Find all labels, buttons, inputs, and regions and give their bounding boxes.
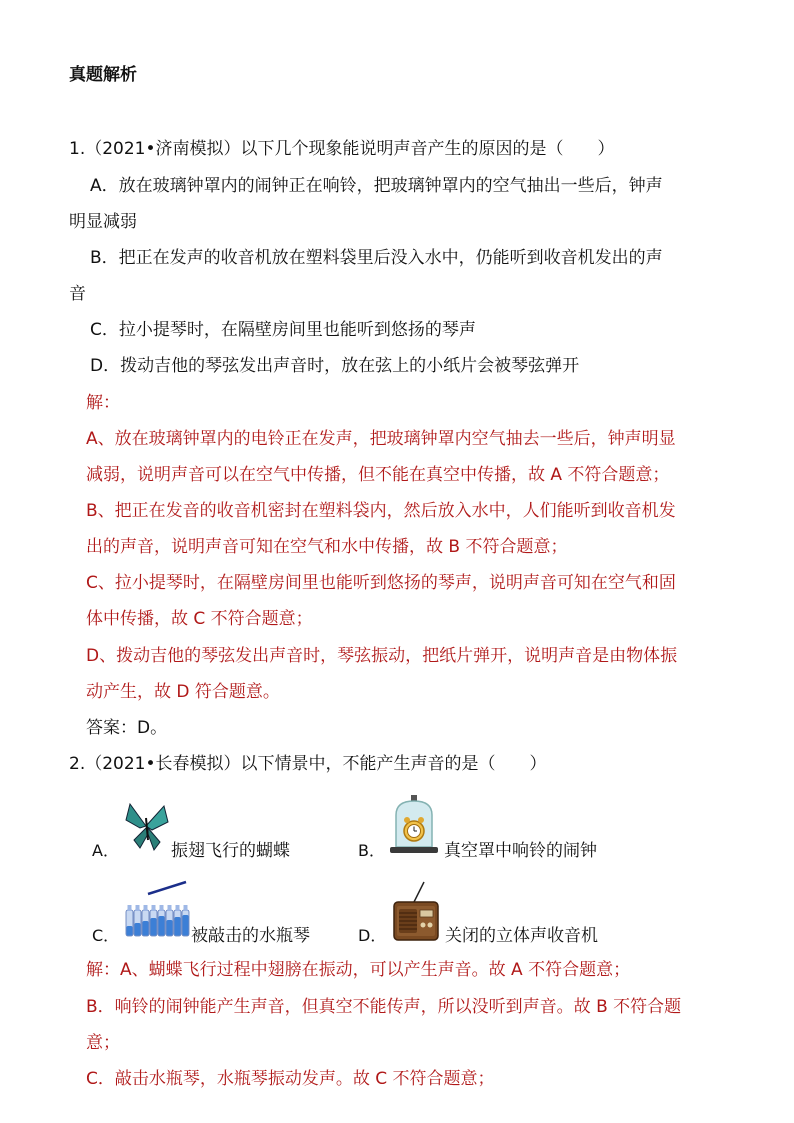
q2-option-b-letter: B． [358, 841, 385, 860]
q1-answer: 答案：D。 [86, 718, 168, 738]
q1-option-b-cont: 音 [69, 284, 86, 304]
q2-option-b-text: 真空罩中响铃的闹钟 [444, 841, 597, 861]
q1-solution-d: D、拨动吉他的琴弦发出声音时，琴弦振动，把纸片弹开，说明声音是由物体振 [86, 646, 678, 666]
q1-solution-b-cont: 出的声音，说明声音可知在空气和水中传播，故 B 不符合题意； [86, 537, 568, 557]
q2-solution-b-cont: 意； [86, 1033, 120, 1053]
q2-option-a-text: 振翅飞行的蝴蝶 [171, 841, 290, 861]
q1-option-a-cont: 明显减弱 [69, 212, 137, 232]
q2-option-c-letter: C． [92, 926, 120, 945]
radio-icon [392, 880, 440, 942]
q1-solution-d-cont: 动产生，故 D 符合题意。 [86, 682, 280, 702]
section-title: 真题解析 [69, 65, 137, 85]
water-bottle-xylophone-icon [124, 880, 190, 940]
q2-solution-b: B．响铃的闹钟能产生声音，但真空不能传声，所以没听到声音。故 B 不符合题 [86, 997, 682, 1017]
q2-solution-c: C．敲击水瓶琴，水瓶琴振动发声。故 C 不符合题意； [86, 1069, 495, 1089]
q1-solution-label: 解： [86, 393, 120, 413]
q1-solution-c: C、拉小提琴时，在隔壁房间里也能听到悠扬的琴声，说明声音可知在空气和固 [86, 573, 676, 593]
q2-option-c-text: 被敲击的水瓶琴 [191, 926, 310, 946]
q1-option-a: A．放在玻璃钟罩内的闹钟正在响铃，把玻璃钟罩内的空气抽出一些后，钟声 [90, 176, 663, 196]
butterfly-icon [124, 800, 170, 852]
q1-solution-b: B、把正在发音的收音机密封在塑料袋内，然后放入水中，人们能听到收音机发 [86, 501, 676, 521]
q1-option-d: D．拨动吉他的琴弦发出声音时，放在弦上的小纸片会被琴弦弹开 [90, 356, 580, 376]
q2-option-d-letter: D． [358, 926, 387, 945]
q1-solution-a: A、放在玻璃钟罩内的电铃正在发声，把玻璃钟罩内空气抽去一些后，钟声明显 [86, 429, 676, 449]
q2-solution-a: 解：A、蝴蝶飞行过程中翅膀在振动，可以产生声音。故 A 不符合题意； [86, 960, 631, 980]
q2-option-a-letter: A． [92, 841, 119, 860]
q1-solution-c-cont: 体中传播，故 C 不符合题意； [86, 609, 313, 629]
bell-jar-clock-icon [388, 793, 440, 857]
question-2-stem: 2.（2021•长春模拟）以下情景中，不能产生声音的是（ ） [69, 754, 547, 774]
q1-option-b: B．把正在发声的收音机放在塑料袋里后没入水中，仍能听到收音机发出的声 [90, 248, 663, 268]
question-1-stem: 1.（2021•济南模拟）以下几个现象能说明声音产生的原因的是（ ） [69, 139, 615, 159]
q1-solution-a-cont: 减弱，说明声音可以在空气中传播，但不能在真空中传播，故 A 不符合题意； [86, 465, 670, 485]
q1-option-c: C．拉小提琴时，在隔壁房间里也能听到悠扬的琴声 [90, 320, 476, 340]
q2-option-d-text: 关闭的立体声收音机 [445, 926, 598, 946]
